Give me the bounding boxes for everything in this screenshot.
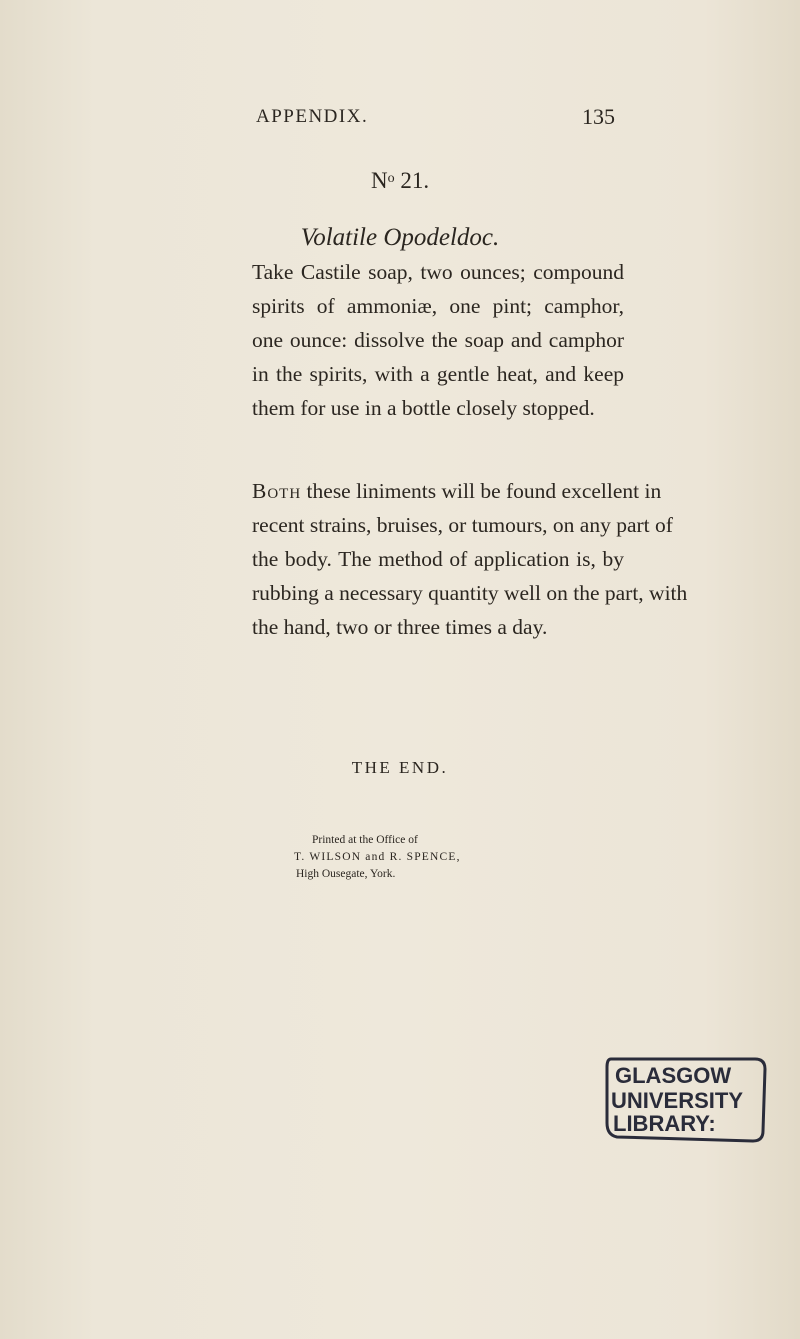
text-line: spirits of ammoniæ, one pint; camphor, (252, 294, 624, 318)
recipe-number (0, 168, 800, 194)
recipe-number-prefix: N (370, 168, 388, 193)
imprint-line-1: Printed at the Office of (312, 834, 418, 846)
text-line: them for use in a bottle closely stopped. (252, 396, 595, 420)
stamp-line-3: LIBRARY: (613, 1111, 716, 1136)
recipe-number-sup: o (387, 171, 395, 186)
stamp-line-1: GLASGOW (615, 1063, 732, 1088)
printer-imprint (294, 832, 534, 883)
imprint-line-2: T. WILSON and R. SPENCE, (294, 851, 461, 863)
page-number: 135 (582, 104, 615, 129)
recipe-title: Volatile Opodeldoc. (300, 224, 500, 251)
the-end: THE END. (351, 758, 449, 777)
stamp-line-2: UNIVERSITY (611, 1088, 744, 1113)
running-head (0, 104, 800, 134)
text-line (252, 474, 662, 508)
closing-paragraph (252, 474, 688, 644)
text-line: in the spirits, with a gentle heat, and keep (252, 362, 624, 386)
text-line: one ounce: dissolve the soap and camphor (252, 328, 624, 352)
text-line: rubbing a necessary quantity well on the part, with (252, 581, 688, 605)
text-line: the hand, two or three times a day. (252, 615, 548, 639)
text-line: recent strains, bruises, or tumours, on any part of (252, 513, 673, 537)
first-line-rest: these liniments will be found excellent in (301, 479, 662, 503)
imprint-line-3: High Ousegate, York. (296, 868, 396, 880)
section-title: APPENDIX. (256, 106, 369, 127)
recipe-paragraph (252, 255, 624, 425)
text-line: the body. The method of application is, by (252, 547, 624, 571)
lead-word: Both (252, 479, 302, 503)
recipe-number-value: 21. (394, 168, 430, 193)
text-line: Take Castile soap, two ounces; compound (252, 260, 624, 284)
library-stamp-icon (603, 1053, 769, 1145)
